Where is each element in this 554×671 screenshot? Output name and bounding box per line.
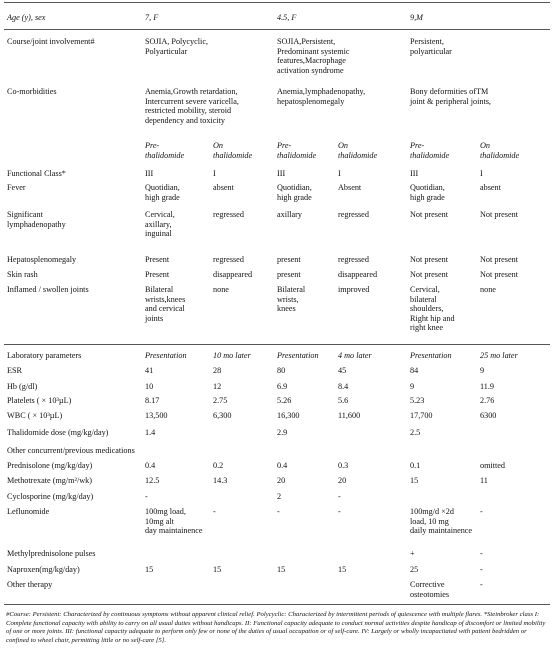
row-label: Fever <box>7 183 26 192</box>
table-cell: 4 mo later <box>338 351 372 360</box>
table-cell: present <box>277 270 301 279</box>
table-cell: 28 <box>213 366 222 375</box>
row-label: Other concurrent/previous medications <box>7 446 135 455</box>
table-cell: omitted <box>480 461 506 470</box>
row-label: WBC ( × 10³µL) <box>7 411 63 420</box>
row-label: Inflamed / swollen joints <box>7 285 89 294</box>
table-cell: 0.2 <box>213 461 224 470</box>
table-cell: I <box>213 169 216 178</box>
row-label: Skin rash <box>7 270 38 279</box>
table-cell: III <box>145 169 154 178</box>
table-cell: Present <box>145 255 170 264</box>
row-label: ESR <box>7 366 23 375</box>
table-cell: 6,300 <box>213 411 232 420</box>
table-cell: 5.26 <box>277 396 292 405</box>
table-cell: Present <box>145 270 170 279</box>
table-cell: 14.3 <box>213 476 228 485</box>
table-cell: improved <box>338 285 370 294</box>
table-cell: 100mg load, 10mg alt day maintainence <box>145 507 203 536</box>
table-cell: 0.4 <box>277 461 288 470</box>
table-cell: On thalidomide <box>213 141 253 160</box>
table-cell: - <box>480 549 483 558</box>
table-cell: - <box>145 492 148 501</box>
table-cell: Pre- thalidomide <box>410 141 450 160</box>
table-cell: Quotidian, high grade <box>145 183 180 202</box>
table-cell: 11 <box>480 476 488 485</box>
table-cell: + <box>410 549 415 558</box>
table-cell: 2.75 <box>213 396 228 405</box>
table-cell: I <box>480 169 483 178</box>
table-cell: - <box>338 507 341 516</box>
table-cell: Anemia,lymphadenopathy, hepatosplenomegaly <box>277 87 366 106</box>
table-cell: 100mg/d ×2d load, 10 mg daily maintainence <box>410 507 473 536</box>
table-cell: 8.4 <box>338 382 349 391</box>
table-cell: SOJIA, Polycyclic, Polyarticular <box>145 37 208 56</box>
patient-1-header: 7, F <box>145 13 159 22</box>
row-label: Leflunomide <box>7 507 50 516</box>
table-cell: Pre- thalidomide <box>145 141 185 160</box>
table-cell: 16,300 <box>277 411 300 420</box>
row-label: Laboratory parameters <box>7 351 82 360</box>
table-cell: Presentation <box>277 351 319 360</box>
table-cell: 6.9 <box>277 382 288 391</box>
table-cell: 0.1 <box>410 461 421 470</box>
table-cell: disappeared <box>213 270 253 279</box>
table-cell: - <box>480 565 483 574</box>
table-cell: On thalidomide <box>338 141 378 160</box>
table-cell: - <box>480 580 483 589</box>
table-cell: Not present <box>480 210 518 219</box>
table-cell: Cervical, bilateral shoulders, Right hip and right knee <box>410 285 455 333</box>
table-cell: none <box>480 285 496 294</box>
table-cell: Corrective osteotomies <box>410 580 450 599</box>
table-cell: 41 <box>145 366 154 375</box>
table-cell: 15 <box>213 565 222 574</box>
row-label: Naproxen(mg/kg/day) <box>7 565 80 574</box>
table-cell: 45 <box>338 366 347 375</box>
bottom-rule <box>4 604 550 605</box>
table-cell: Bony deformities ofTM joint & peripheral joints, <box>410 87 491 106</box>
table-cell: 12 <box>213 382 222 391</box>
table-cell: 2 <box>277 492 282 501</box>
row-label: Other therapy <box>7 580 53 589</box>
row-label: Functional Class* <box>7 169 66 178</box>
row-label: Thalidomide dose (mg/kg/day) <box>7 428 109 437</box>
table-cell: 11.9 <box>480 382 495 391</box>
table-cell: Not present <box>410 210 448 219</box>
header-row-label: Age (y), sex <box>7 13 46 22</box>
table-cell: III <box>277 169 286 178</box>
patient-2-header: 4.5, F <box>277 13 297 22</box>
footnote: #Course: Persistent: Characterized by continuous symptoms without apparent clinical relief. Polycyclic: Characterized by intermittent periods of quiescence with multiple flares. *Steinbroker class I: Complete functional capacity with ability to carry on all usual duties without handicaps. II: Functional capacity adequate to conduct normal activities despite handicap of discomfort or limited mobility of one or more joints. III: functional capacity adequate to perform only few or none of the duties of usual occupation or of self-care. IV: Largely or wholly incapacitated with patient bedridden or confined to wheel chair, permitting little or no self-care [5]. <box>6 611 546 644</box>
table-cell: 80 <box>277 366 286 375</box>
table-cell: Bilateral wrists, knees <box>277 285 306 314</box>
table-cell: none <box>213 285 229 294</box>
table-cell: 0.4 <box>145 461 156 470</box>
table-cell: 8.17 <box>145 396 160 405</box>
table-cell: axillary <box>277 210 303 219</box>
table-cell: Presentation <box>145 351 187 360</box>
table-cell: 9 <box>410 382 415 391</box>
table-cell: regressed <box>213 255 244 264</box>
table-cell: III <box>410 169 419 178</box>
table-cell: 9 <box>480 366 485 375</box>
row-label: Course/joint involvement# <box>7 37 95 46</box>
table-cell: 13,500 <box>145 411 168 420</box>
table-cell: Pre- thalidomide <box>277 141 317 160</box>
table-cell: 84 <box>410 366 419 375</box>
patient-3-header: 9,M <box>410 13 423 22</box>
table-cell: 5.6 <box>338 396 349 405</box>
table-cell: - <box>338 492 341 501</box>
table-cell: present <box>277 255 301 264</box>
table-cell: 15 <box>145 565 154 574</box>
table-cell: Not present <box>410 270 448 279</box>
table-cell: Not present <box>410 255 448 264</box>
table-cell: Not present <box>480 255 518 264</box>
table-cell: - <box>277 507 280 516</box>
table-cell: 2.76 <box>480 396 495 405</box>
table-cell: 2.9 <box>277 428 288 437</box>
table-cell: 2.5 <box>410 428 421 437</box>
row-label: Platelets ( × 10³µL) <box>7 396 72 405</box>
table-cell: 1.4 <box>145 428 156 437</box>
table-cell: regressed <box>338 210 369 219</box>
row-label: Methotrexate (mg/m²/wk) <box>7 476 92 485</box>
table-cell: 25 <box>410 565 419 574</box>
table-cell: Quotidian, high grade <box>277 183 312 202</box>
table-cell: 11,600 <box>338 411 361 420</box>
table-cell: 17,700 <box>410 411 433 420</box>
table-cell: 20 <box>338 476 347 485</box>
table-cell: 20 <box>277 476 286 485</box>
row-label: Hepatosplenomegaly <box>7 255 77 264</box>
row-label: Hb (g/dl) <box>7 382 38 391</box>
table-cell: regressed <box>338 255 369 264</box>
table-cell: 0.3 <box>338 461 349 470</box>
row-label: Co-morbidities <box>7 87 57 96</box>
table-cell: 15 <box>277 565 286 574</box>
table-cell: Cervical, axillary, inguinal <box>145 210 175 239</box>
table-cell: I <box>338 169 341 178</box>
table-cell: - <box>213 507 216 516</box>
top-rule <box>4 2 550 3</box>
table-cell: 10 mo later <box>213 351 251 360</box>
table-cell: 5.23 <box>410 396 425 405</box>
table-cell: regressed <box>213 210 244 219</box>
table-cell: disappeared <box>338 270 378 279</box>
row-label: Cyclosporine (mg/kg/day) <box>7 492 94 501</box>
table-cell: Absent <box>338 183 362 192</box>
table-cell: Presentation <box>410 351 452 360</box>
table-cell: 15 <box>338 565 347 574</box>
row-label: Methylprednisolone pulses <box>7 549 96 558</box>
table-cell: absent <box>213 183 234 192</box>
table-cell: 12.5 <box>145 476 160 485</box>
table-cell: SOJIA,Persistent, Predominant systemic features,Macrophage activation syndrome <box>277 37 350 75</box>
table-cell: 6300 <box>480 411 497 420</box>
table-cell: 15 <box>410 476 419 485</box>
table-cell: Not present <box>480 270 518 279</box>
table-cell: 25 mo later <box>480 351 518 360</box>
table-cell: On thalidomide <box>480 141 520 160</box>
lab-section-rule <box>4 344 550 345</box>
table-cell: Bilateral wrists,knees and cervical joints <box>145 285 186 323</box>
row-label: Prednisolone (mg/kg/day) <box>7 461 93 470</box>
table-cell: 10 <box>145 382 154 391</box>
table-cell: absent <box>480 183 501 192</box>
table-cell: - <box>480 507 483 516</box>
table-cell: Anemia,Growth retardation, Intercurrent severe varicella, restricted mobility, steroid dependency and toxicity <box>145 87 239 125</box>
table-cell: Persistent, polyarticular <box>410 37 452 56</box>
header-rule <box>4 29 550 30</box>
table-cell: Quotidian, high grade <box>410 183 445 202</box>
row-label: Significant lymphadenopathy <box>7 210 66 229</box>
